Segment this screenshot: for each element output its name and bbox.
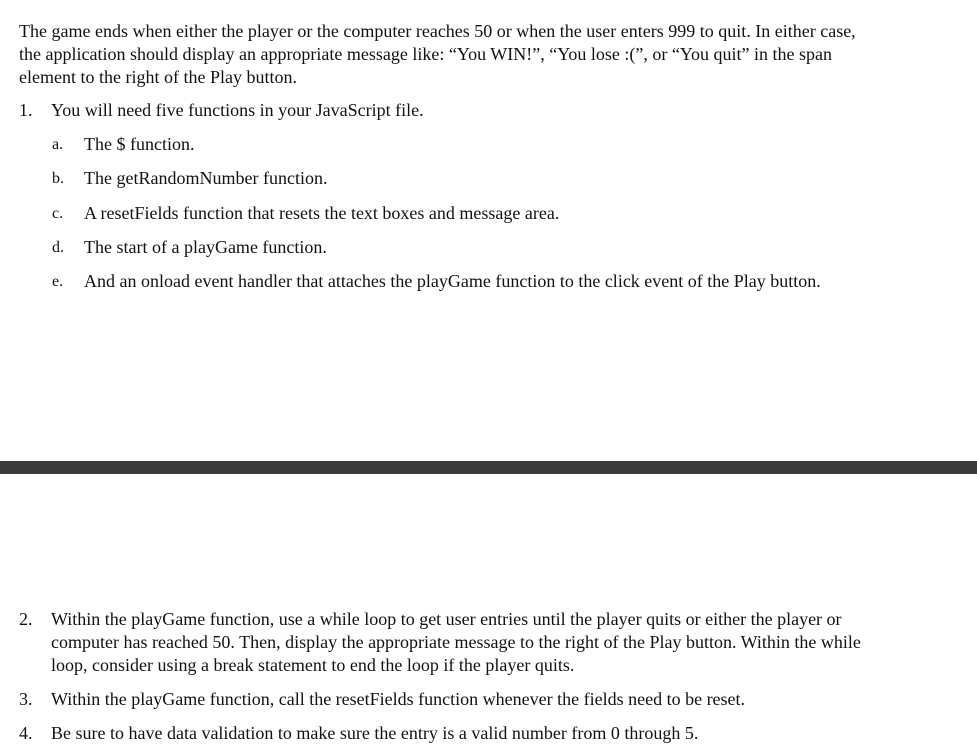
sub-marker: d. [52, 239, 64, 256]
sub-item-text: The $ function. [84, 134, 195, 154]
list-item-text: Within the playGame function, call the resetFields function whenever the fields need to be reset. [51, 689, 746, 709]
list-item-text: Be sure to have data validation to make sure the entry is a valid number from 0 through 5. [51, 723, 699, 743]
sub-marker: e. [52, 273, 64, 290]
sub-item-e [0, 270, 977, 318]
sub-item-text: A resetFields function that resets the text boxes and message area. [84, 203, 560, 223]
sub-marker: b. [52, 170, 64, 187]
list-marker: 4. [19, 723, 33, 743]
list-marker: 3. [19, 689, 33, 709]
sub-item-text: The getRandomNumber function. [84, 168, 328, 188]
sub-marker: c. [52, 205, 64, 222]
list-item-2 [0, 608, 977, 678]
list-item-4 [0, 722, 977, 746]
list-item-text: Within the playGame function, use a while loop to get user entries until the player quits or either the player or computer has reached 50. Then, display the appropriate message to the right of the Play button. Within the while loop, consider using a break statement to end the loop if the player quits. [51, 609, 861, 675]
list-item-text: You will need five functions in your JavaScript file. [51, 100, 424, 120]
intro-paragraph: The game ends when either the player or the computer reaches 50 or when the user enters 999 to quit. In either case, the application should display an appropriate message like: “You WIN!”, “You lose :(”, or “You quit” in the span element to the right of the Play button. [19, 21, 856, 87]
list-item-1 [0, 99, 977, 123]
list-marker: 1. [19, 100, 33, 120]
sub-item-text: And an onload event handler that attaches the playGame function to the click event of the Play button. [84, 271, 821, 291]
sub-item-a [0, 133, 977, 157]
page-separator [0, 461, 977, 474]
sub-item-b [0, 167, 977, 191]
sub-item-c [0, 202, 977, 226]
page-bottom [0, 474, 977, 746]
list-item-3 [0, 688, 977, 712]
sub-marker: a. [52, 136, 64, 153]
list-marker: 2. [19, 609, 33, 629]
sub-item-text: The start of a playGame function. [84, 237, 327, 257]
sub-item-d [0, 236, 977, 260]
